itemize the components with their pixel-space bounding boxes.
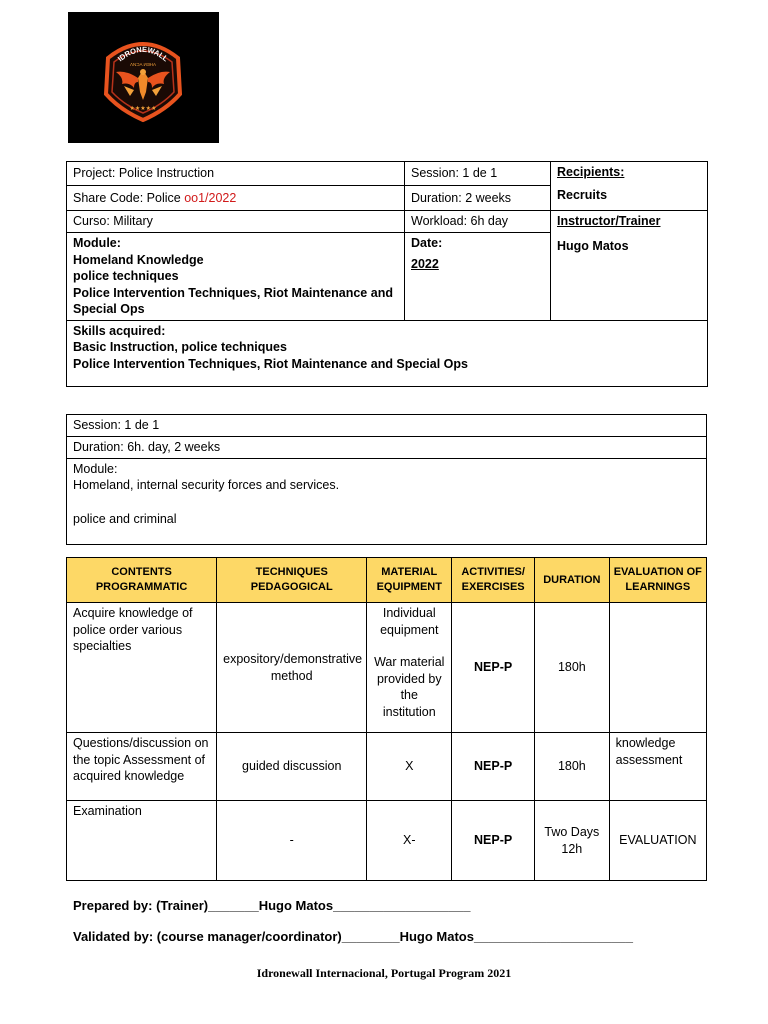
- instructor-cell: [551, 211, 708, 321]
- module-label: Module:: [73, 461, 118, 476]
- duration-value: Duration: 6h. day, 2 weeks: [73, 440, 221, 454]
- date-cell: [405, 233, 551, 321]
- instructor-value: Hugo Matos: [557, 238, 629, 253]
- contents-cell: Questions/discussion on the topic Assessment of acquired knowledge: [67, 733, 217, 801]
- logo-subtitle: ɅNƆA ИƎHA: [130, 62, 156, 67]
- duration-cell: 180h: [535, 603, 610, 733]
- logo-title: IDRONEWALL: [115, 44, 171, 64]
- skills-line: Basic Instruction, police techniques: [73, 340, 287, 354]
- column-header: ACTIVITIES/ EXERCISES: [452, 558, 535, 603]
- module-cell: [67, 233, 405, 321]
- skills-label: Skills acquired:: [73, 323, 166, 338]
- contents-cell: Examination: [67, 801, 217, 881]
- material-line: Individual equipment: [380, 606, 439, 637]
- duration-cell: Two Days 12h: [535, 801, 610, 881]
- curso-cell: [67, 211, 405, 233]
- techniques-cell: expository/demonstrative method: [217, 603, 367, 733]
- eagle-shield-emblem: [68, 12, 219, 143]
- table-row: [67, 603, 707, 733]
- module-line: Homeland, internal security forces and services.: [73, 478, 340, 492]
- session-cell: [405, 162, 551, 186]
- recipients-label: Recipients:: [557, 165, 625, 179]
- evaluation-cell: knowledge assessment: [609, 733, 706, 801]
- module-row: [67, 458, 707, 544]
- session-row: [67, 415, 707, 437]
- recipients-cell: [551, 162, 708, 211]
- column-header: TECHNIQUES PEDAGOGICAL: [217, 558, 367, 603]
- workload-label: Workload: 6h day: [411, 214, 509, 229]
- techniques-cell: -: [217, 801, 367, 881]
- session-table: [66, 414, 707, 545]
- page-footer: Idronewall Internacional, Portugal Program 2021: [256, 966, 512, 980]
- date-value: 2022: [411, 256, 439, 271]
- column-header: EVALUATION OF LEARNINGS: [609, 558, 706, 603]
- material-cell: X-: [367, 801, 452, 881]
- table-row: [67, 733, 707, 801]
- skills-cell: [67, 320, 708, 386]
- module-line: Homeland Knowledge: [73, 252, 204, 267]
- duration-row: [67, 437, 707, 459]
- activities-cell: NEP-P: [452, 603, 535, 733]
- recipients-value: Recruits: [557, 187, 608, 202]
- share-code-cell: [67, 186, 405, 211]
- curso-label: Curso: Military: [73, 214, 153, 229]
- module-line: Police Intervention Techniques, Riot Maintenance and: [73, 285, 393, 300]
- module-label: Module:: [73, 236, 121, 250]
- column-header: DURATION: [535, 558, 610, 603]
- validated-by-line: Validated by: (course manager/coordinator)________Hugo Matos______________________: [73, 929, 634, 944]
- module-line: police techniques: [73, 269, 179, 283]
- module-line: Special Ops: [73, 302, 145, 316]
- project-cell: [67, 162, 405, 186]
- organization-logo: [68, 12, 219, 143]
- module-line: police and criminal: [73, 511, 177, 526]
- project-label: Project: Police Instruction: [73, 166, 215, 181]
- share-code-label: Share Code: Police: [73, 190, 185, 205]
- column-header: CONTENTS PROGRAMMATIC: [67, 558, 217, 603]
- duration-cell: [405, 186, 551, 211]
- training-plan-table: [66, 557, 707, 881]
- table-row: [67, 801, 707, 881]
- duration-cell: 180h: [535, 733, 610, 801]
- date-label: Date:: [411, 236, 443, 250]
- material-line: War material provided by the institution: [374, 655, 445, 719]
- skills-line: Police Intervention Techniques, Riot Maintenance and Special Ops: [73, 356, 468, 371]
- prepared-by-line: Prepared by: (Trainer)_______Hugo Matos___________________: [73, 898, 471, 913]
- material-cell: X: [367, 733, 452, 801]
- activities-cell: NEP-P: [452, 733, 535, 801]
- evaluation-cell: EVALUATION: [609, 801, 706, 881]
- svg-text:★★★★★: ★★★★★: [129, 105, 157, 112]
- evaluation-cell: [609, 603, 706, 733]
- session-label: Session: 1 de 1: [411, 166, 498, 181]
- contents-cell: Acquire knowledge of police order various specialties: [67, 603, 217, 733]
- column-header: MATERIAL EQUIPMENT: [367, 558, 452, 603]
- duration-label: Duration: 2 weeks: [411, 190, 512, 205]
- session-value: Session: 1 de 1: [73, 418, 160, 433]
- instructor-label: Instructor/Trainer: [557, 214, 661, 228]
- activities-cell: NEP-P: [452, 801, 535, 881]
- techniques-cell: guided discussion: [217, 733, 367, 801]
- workload-cell: [405, 211, 551, 233]
- material-cell: [367, 603, 452, 733]
- project-info-table: [66, 161, 708, 387]
- share-code-value: oo1/2022: [184, 190, 237, 205]
